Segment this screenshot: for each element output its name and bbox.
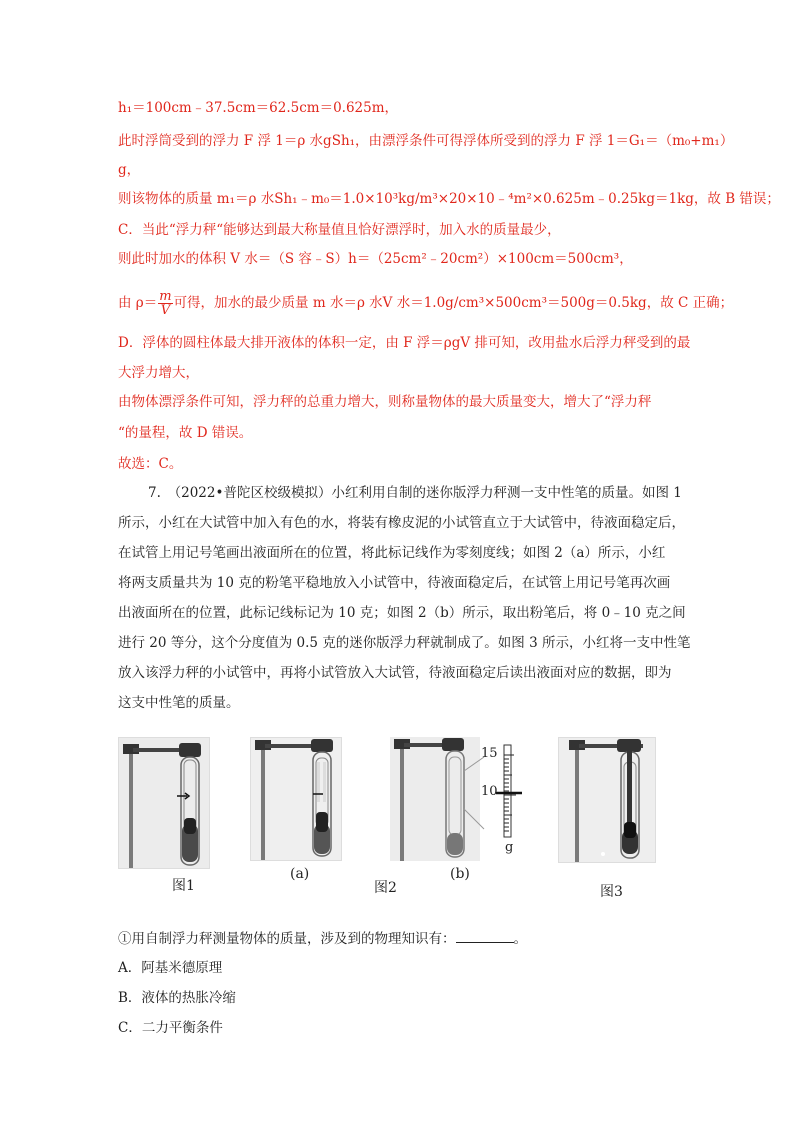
scale-unit-label: g [505,840,514,855]
subquestion-stem [118,928,527,949]
solution-line-11: “的量程，故 D 错误。 [118,425,253,441]
figure-1-caption: 图1 [172,878,195,894]
fraction-numerator: m [159,289,172,304]
question-line-2: 所示，小红在大试管中加入有色的水，将装有橡皮泥的小试管直立于大试管中，待液面稳定后， [118,515,685,531]
option-b[interactable]: B．液体的热胀冷缩 [118,990,236,1006]
solution-option-c: C．当此“浮力秤“能够达到最大称量值且恰好漂浮时，加入水的质量最少， [118,222,561,238]
question-line-7: 放入该浮力秤的小试管中，再将小试管放入大试管，待液面稳定后读出液面对应的数据，即为 [118,665,672,681]
scale-label-10: 10 [481,784,498,799]
question-line-1: 7. （2022•普陀区校级模拟）小红利用自制的迷你版浮力秤测一支中性笔的质量。如图 1 [148,485,682,501]
fraction-denominator: V [160,303,171,318]
density-formula-prefix: 由 ρ＝ [118,295,158,311]
subquestion-stem-end: 。 [513,931,527,947]
figure-3-photo [558,737,656,863]
solution-line-2: 此时浮筒受到的浮力 F 浮 1＝ρ 水gSh₁，由漂浮条件可得浮体所受到的浮力 F 浮 1＝G₁＝（m₀+m₁） [118,133,734,149]
question-line-8: 这支中性笔的质量。 [118,695,240,711]
question-line-4: 将两支质量共为 10 克的粉笔平稳地放入小试管中，待液面稳定后，在试管上用记号笔再次画 [118,575,671,591]
solution-option-d: D．浮体的圆柱体最大排开液体的体积一定，由 F 浮＝ρgV 排可知，改用盐水后浮力秤受到的最 [118,335,691,351]
question-line-5: 出液面所在的位置，此标记线标记为 10 克；如图 2（b）所示，取出粉笔后，将 0﹣10 克之间 [118,605,686,621]
subquestion-stem-text: ①用自制浮力秤测量物体的质量，涉及到的物理知识有： [118,931,456,947]
figure-2a-caption: (a) [290,866,310,882]
answer-blank[interactable] [456,928,514,943]
figure-2b-photo [390,737,530,861]
solution-line-9: 大浮力增大， [118,365,199,381]
question-line-6: 进行 20 等分，这个分度值为 0.5 克的迷你版浮力秤就制成了。如图 3 所示，小红将一支中性笔 [118,635,691,651]
density-fraction [158,290,172,317]
figure-2-caption: 图2 [374,880,397,896]
solution-line-4: 则该物体的质量 m₁＝ρ 水Sh₁﹣m₀＝1.0×10³kg/m³×20×10﹣⁴m²×0.625m﹣0.25kg＝1kg，故 B 错误； [118,191,780,207]
figure-2a-photo [250,737,342,861]
scale-label-15: 15 [481,746,498,761]
figure-2b-caption: (b) [450,866,470,882]
figure-3-caption: 图3 [600,884,623,900]
figure-1-photo [118,737,210,869]
solution-line-3: g， [118,162,141,178]
solution-line-1: h₁＝100cm﹣37.5cm＝62.5cm＝0.625m， [118,100,399,116]
solution-line-10: 由物体漂浮条件可知，浮力秤的总重力增大，则称量物体的最大质量变大，增大了“浮力秤 [118,394,652,410]
solution-line-7 [118,290,733,317]
density-formula-rest: 可得，加水的最少质量 m 水＝ρ 水V 水＝1.0g/cm³×500cm³＝500g＝0.5kg，故 C 正确； [173,295,734,311]
question-line-3: 在试管上用记号笔画出液面所在的位置，将此标记线作为零刻度线；如图 2（a）所示，小红 [118,545,666,561]
solution-line-6: 则此时加水的体积 V 水＝（S 容﹣S）h＝（25cm²﹣20cm²）×100cm＝500cm³， [118,251,633,267]
answer-line: 故选：C。 [118,456,183,472]
option-c[interactable]: C．二力平衡条件 [118,1020,223,1036]
option-a[interactable]: A．阿基米德原理 [118,960,223,976]
